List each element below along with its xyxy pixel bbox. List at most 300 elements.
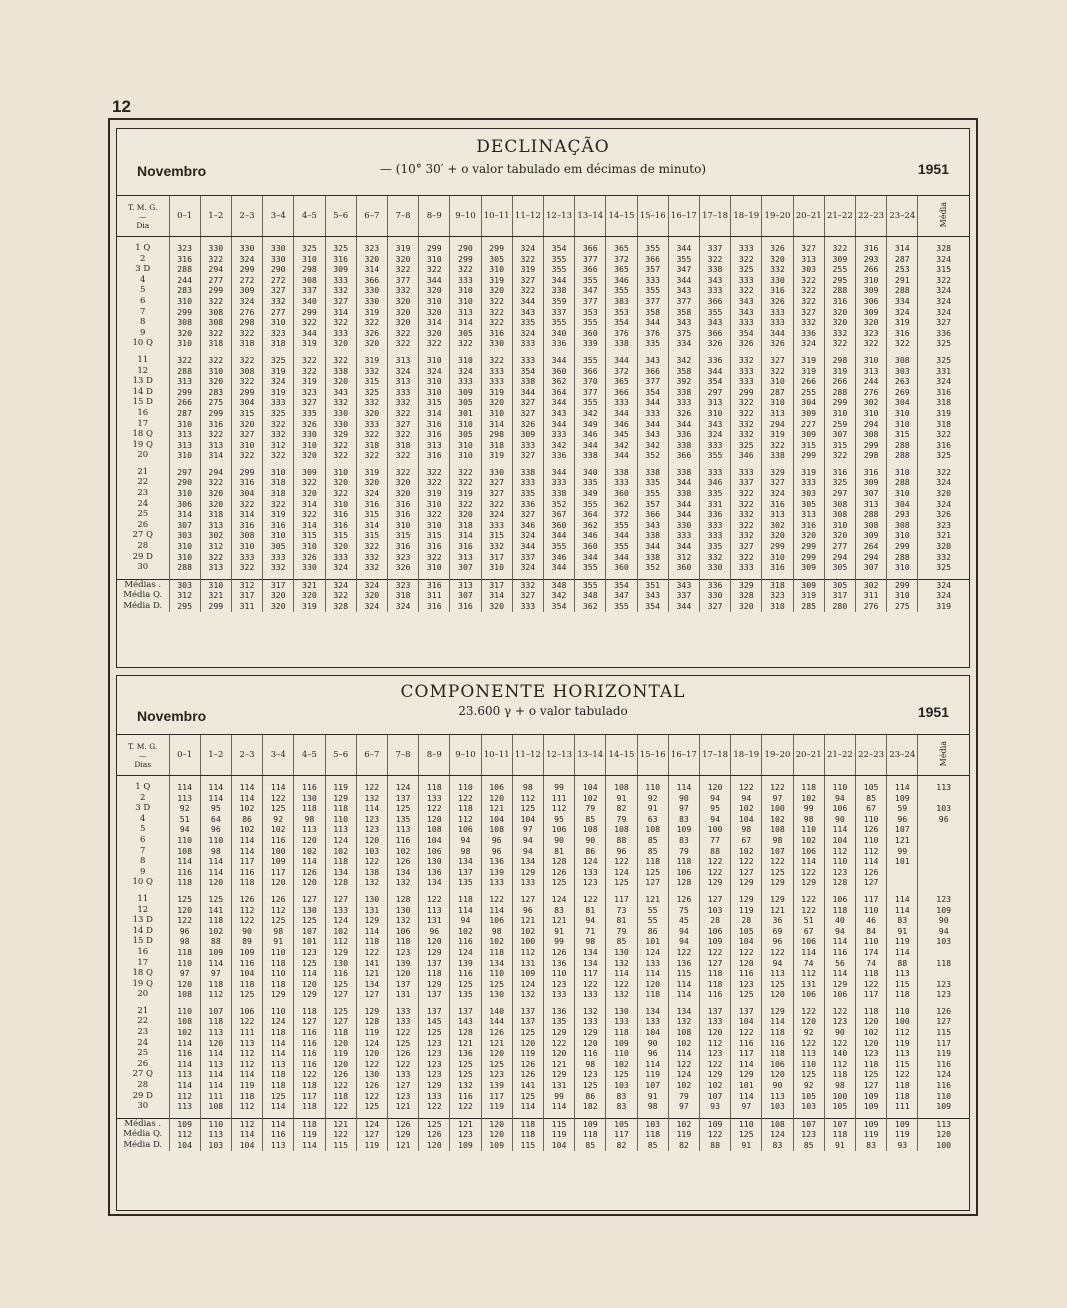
value-cell: 96 [200, 824, 231, 835]
value-cell: 310 [481, 562, 512, 573]
hour-header: 8–9 [419, 735, 450, 776]
value-cell: 118 [887, 1091, 918, 1102]
declinacao-table [117, 195, 969, 612]
value-cell: 137 [419, 958, 450, 969]
value-cell: 310 [887, 590, 918, 601]
value-cell: 316 [231, 520, 262, 531]
value-cell: 134 [419, 877, 450, 888]
value-cell: 311 [419, 590, 450, 601]
value-cell: 309 [855, 307, 886, 318]
value-cell: 120 [543, 1048, 574, 1059]
value-cell: 326 [762, 338, 793, 349]
value-cell: 344 [543, 467, 574, 478]
value-cell: 122 [762, 947, 793, 958]
value-cell: 137 [450, 867, 481, 878]
value-cell: 107 [699, 1091, 730, 1102]
table-row [117, 541, 969, 552]
value-cell: 322 [824, 243, 855, 254]
value-cell: 85 [575, 814, 606, 825]
value-cell: 121 [387, 1101, 418, 1112]
value-cell: 118 [606, 1027, 637, 1038]
value-cell: 104 [637, 1027, 668, 1038]
value-cell: 303 [887, 366, 918, 377]
value-cell: 122 [793, 894, 824, 905]
value-cell: 346 [606, 275, 637, 286]
value-cell: 335 [512, 488, 543, 499]
value-cell: 125 [731, 1129, 762, 1140]
value-cell: 354 [606, 317, 637, 328]
value-cell: 310 [887, 419, 918, 430]
value-cell: 113 [200, 1059, 231, 1070]
value-cell: 122 [356, 782, 387, 793]
value-cell: 114 [731, 1091, 762, 1102]
value-cell: 366 [699, 328, 730, 339]
value-cell: 346 [575, 530, 606, 541]
value-cell: 316 [387, 509, 418, 520]
value-cell: 328 [918, 243, 969, 254]
value-cell: 127 [637, 877, 668, 888]
value-cell: 67 [793, 926, 824, 937]
value-cell: 119 [543, 1129, 574, 1140]
value-cell: 324 [263, 376, 294, 387]
value-cell: 330 [263, 254, 294, 265]
value-cell: 307 [824, 429, 855, 440]
value-cell: 112 [824, 846, 855, 857]
value-cell: 299 [200, 408, 231, 419]
value-cell: 310 [855, 275, 886, 286]
value-cell: 376 [637, 328, 668, 339]
value-cell: 288 [887, 477, 918, 488]
value-cell: 322 [356, 450, 387, 461]
value-cell: 112 [824, 1059, 855, 1070]
value-cell: 104 [231, 1140, 262, 1151]
value-cell: 383 [606, 296, 637, 307]
value-cell: 120 [419, 814, 450, 825]
value-cell: 315 [793, 440, 824, 451]
value-cell: 104 [575, 782, 606, 793]
value-cell: 118 [481, 947, 512, 958]
value-cell: 322 [481, 307, 512, 318]
day-cell: 8 [140, 856, 146, 867]
value-cell: 358 [668, 307, 699, 318]
value-cell: 64 [200, 814, 231, 825]
value-cell: 276 [231, 307, 262, 318]
value-cell: 120 [356, 1048, 387, 1059]
value-cell: 322 [762, 440, 793, 451]
value-cell: 333 [512, 440, 543, 451]
value-cell: 88 [606, 835, 637, 846]
value-cell: 101 [887, 856, 918, 867]
value-cell: 134 [356, 979, 387, 990]
value-cell: 123 [918, 894, 969, 905]
value-cell: 322 [387, 264, 418, 275]
value-cell: 360 [606, 562, 637, 573]
table-row [117, 926, 969, 937]
value-cell: 314 [481, 419, 512, 430]
value-cell: 122 [387, 1059, 418, 1070]
value-cell: 105 [793, 1091, 824, 1102]
value-cell: 120 [762, 1069, 793, 1080]
value-cell: 98 [762, 835, 793, 846]
value-cell: 355 [575, 275, 606, 286]
hour-header: 1–2 [200, 735, 231, 776]
value-cell: 355 [606, 285, 637, 296]
value-cell: 336 [699, 355, 730, 366]
value-cell: 86 [637, 926, 668, 937]
value-cell: 316 [387, 541, 418, 552]
value-cell: 294 [762, 419, 793, 430]
value-cell: 352 [637, 562, 668, 573]
value-cell: 340 [543, 328, 574, 339]
value-cell: 333 [325, 552, 356, 563]
value-cell: 305 [824, 579, 855, 590]
value-cell: 320 [419, 307, 450, 318]
value-cell: 129 [699, 877, 730, 888]
value-cell: 305 [450, 397, 481, 408]
value-cell: 130 [294, 905, 325, 916]
value-cell: 108 [200, 1101, 231, 1112]
value-cell: 93 [887, 1140, 918, 1151]
value-cell: 255 [793, 387, 824, 398]
value-cell: 96 [481, 835, 512, 846]
value-cell: 118 [231, 1091, 262, 1102]
value-cell: 319 [481, 450, 512, 461]
value-cell: 320 [419, 285, 450, 296]
value-cell: 316 [325, 520, 356, 531]
value-cell: 136 [450, 1048, 481, 1059]
value-cell: 112 [169, 1129, 200, 1140]
value-cell: 322 [918, 275, 969, 286]
value-cell: 122 [325, 1129, 356, 1140]
value-cell: 294 [855, 419, 886, 430]
value-cell: 106 [824, 803, 855, 814]
value-cell: 126 [855, 867, 886, 878]
day-cell: 2 [140, 253, 146, 264]
value-cell: 322 [200, 355, 231, 366]
value-cell: 322 [512, 285, 543, 296]
value-cell: 118 [824, 1069, 855, 1080]
value-cell: 338 [668, 440, 699, 451]
hour-header: 11–12 [512, 735, 543, 776]
value-cell: 116 [263, 1129, 294, 1140]
value-cell: 118 [450, 803, 481, 814]
value-cell: 333 [512, 477, 543, 488]
value-cell: 338 [668, 488, 699, 499]
value-cell: 337 [512, 552, 543, 563]
value-cell: 290 [169, 477, 200, 488]
value-cell: 113 [918, 782, 969, 793]
value-cell: 337 [699, 243, 730, 254]
value-cell: 121 [512, 915, 543, 926]
value-cell: 121 [481, 1038, 512, 1049]
value-cell: 120 [356, 835, 387, 846]
value-cell: 353 [606, 307, 637, 318]
day-cell: 22 [137, 477, 149, 488]
day-cell: 30 [137, 562, 149, 573]
value-cell: 120 [294, 979, 325, 990]
value-cell: 98 [575, 1059, 606, 1070]
value-cell: 309 [231, 285, 262, 296]
value-cell: 69 [762, 926, 793, 937]
value-cell: 124 [263, 1016, 294, 1027]
value-cell: 129 [762, 894, 793, 905]
value-cell: 106 [699, 926, 730, 937]
value-cell: 303 [169, 530, 200, 541]
value-cell: 110 [169, 1006, 200, 1017]
value-cell: 308 [887, 520, 918, 531]
hour-header: 10–11 [481, 196, 512, 237]
value-cell: 118 [793, 782, 824, 793]
value-cell: 141 [200, 905, 231, 916]
value-cell: 93 [699, 1101, 730, 1112]
value-cell: 129 [419, 1080, 450, 1091]
value-cell: 310 [450, 355, 481, 366]
value-cell: 90 [824, 1027, 855, 1038]
value-cell: 118 [294, 1006, 325, 1017]
value-cell: 133 [512, 877, 543, 888]
value-cell: 114 [668, 1048, 699, 1059]
table-row [117, 338, 969, 349]
value-cell: 303 [793, 264, 824, 275]
value-cell: 107 [294, 926, 325, 937]
day-cell: 11 [137, 893, 149, 904]
day-cell: 3 D [135, 803, 151, 814]
value-cell: 108 [419, 824, 450, 835]
value-cell: 120 [512, 1038, 543, 1049]
value-cell: 314 [419, 408, 450, 419]
value-cell: 98 [294, 814, 325, 825]
value-cell: 115 [512, 1140, 543, 1151]
value-cell: 118 [356, 936, 387, 947]
value-cell: 330 [356, 296, 387, 307]
value-cell: 126 [668, 894, 699, 905]
value-cell: 117 [294, 1091, 325, 1102]
value-cell: 114 [263, 782, 294, 793]
hour-header: 14–15 [606, 735, 637, 776]
day-cell: 21 [137, 1005, 149, 1016]
value-cell: 304 [231, 488, 262, 499]
value-cell: 291 [887, 275, 918, 286]
value-cell: 319 [263, 387, 294, 398]
value-cell: 360 [543, 366, 574, 377]
media-header-label: Média [939, 740, 949, 767]
value-cell: 124 [325, 835, 356, 846]
value-cell: 330 [699, 562, 730, 573]
value-cell: 124 [325, 915, 356, 926]
value-cell: 316 [419, 450, 450, 461]
value-cell: 121 [450, 1118, 481, 1129]
value-cell: 320 [824, 307, 855, 318]
value-cell: 132 [387, 877, 418, 888]
value-cell: 314 [294, 520, 325, 531]
value-cell: 304 [231, 397, 262, 408]
value-cell: 121 [637, 894, 668, 905]
value-cell: 130 [356, 1069, 387, 1080]
declinacao-section [116, 128, 970, 668]
value-cell: 94 [918, 926, 969, 937]
value-cell: 324 [387, 601, 418, 612]
value-cell: 288 [169, 264, 200, 275]
table-row [117, 1091, 969, 1102]
hour-header: 9–10 [450, 196, 481, 237]
value-cell: 122 [356, 1091, 387, 1102]
value-cell: 113 [169, 1101, 200, 1112]
mean-row [117, 1129, 969, 1140]
value-cell: 325 [294, 243, 325, 254]
value-cell: 114 [200, 867, 231, 878]
value-cell: 124 [575, 856, 606, 867]
value-cell: 314 [356, 264, 387, 275]
value-cell: 114 [294, 968, 325, 979]
value-cell: 320 [387, 488, 418, 499]
table-row [117, 1027, 969, 1038]
value-cell: 319 [918, 408, 969, 419]
value-cell: 310 [887, 562, 918, 573]
value-cell: 120 [481, 1129, 512, 1140]
value-cell: 320 [169, 328, 200, 339]
value-cell: 310 [294, 541, 325, 552]
value-cell [918, 846, 969, 857]
day-cell: 15 D [132, 936, 153, 947]
value-cell: 310 [200, 366, 231, 377]
value-cell: 326 [668, 408, 699, 419]
value-cell: 299 [731, 387, 762, 398]
day-cell: 5 [140, 285, 146, 296]
table-row [117, 328, 969, 339]
table-row [117, 499, 969, 510]
value-cell: 319 [512, 264, 543, 275]
value-cell: 121 [543, 915, 574, 926]
value-cell: 310 [419, 376, 450, 387]
value-cell: 127 [731, 867, 762, 878]
hour-header: 9–10 [450, 735, 481, 776]
value-cell: 336 [668, 429, 699, 440]
value-cell: 322 [294, 355, 325, 366]
value-cell: 344 [762, 328, 793, 339]
value-cell: 321 [918, 530, 969, 541]
value-cell: 106 [793, 846, 824, 857]
value-cell: 129 [731, 1069, 762, 1080]
value-cell: 316 [450, 541, 481, 552]
value-cell: 137 [699, 1006, 730, 1017]
value-cell: 118 [200, 1016, 231, 1027]
value-cell: 304 [887, 499, 918, 510]
value-cell: 322 [294, 477, 325, 488]
hour-header: 3–4 [263, 196, 294, 237]
value-cell: 84 [855, 926, 886, 937]
value-cell: 313 [793, 254, 824, 265]
day-cell: 28 [137, 1080, 149, 1091]
value-cell: 324 [793, 338, 824, 349]
value-cell: 312 [169, 590, 200, 601]
value-cell: 112 [887, 1027, 918, 1038]
value-cell: 316 [263, 520, 294, 531]
value-cell: 86 [575, 1091, 606, 1102]
value-cell: 132 [387, 915, 418, 926]
value-cell: 125 [200, 894, 231, 905]
value-cell: 117 [606, 894, 637, 905]
value-cell: 109 [887, 793, 918, 804]
value-cell: 355 [575, 499, 606, 510]
value-cell: 322 [731, 408, 762, 419]
value-cell: 125 [294, 958, 325, 969]
table-row [117, 894, 969, 905]
value-cell: 109 [481, 1140, 512, 1151]
value-cell: 320 [231, 419, 262, 430]
value-cell: 322 [231, 450, 262, 461]
value-cell: 118 [294, 1101, 325, 1112]
value-cell: 335 [294, 408, 325, 419]
value-cell: 126 [387, 1118, 418, 1129]
value-cell: 335 [699, 488, 730, 499]
value-cell: 312 [668, 552, 699, 563]
value-cell: 362 [575, 601, 606, 612]
value-cell: 119 [731, 905, 762, 916]
value-cell: 126 [231, 894, 262, 905]
value-cell: 299 [793, 541, 824, 552]
value-cell: 94 [512, 835, 543, 846]
value-cell: 121 [543, 1059, 574, 1070]
value-cell: 108 [606, 782, 637, 793]
value-cell: 358 [668, 366, 699, 377]
value-cell: 113 [887, 968, 918, 979]
value-cell: 136 [543, 958, 574, 969]
value-cell: 310 [824, 520, 855, 531]
value-cell: 102 [200, 926, 231, 937]
value-cell: 128 [824, 877, 855, 888]
value-cell: 122 [575, 979, 606, 990]
value-cell: 98 [512, 782, 543, 793]
value-cell: 118 [200, 979, 231, 990]
hour-header: 23–24 [887, 196, 918, 237]
value-cell: 83 [606, 1101, 637, 1112]
value-cell: 310 [294, 440, 325, 451]
value-cell: 343 [699, 275, 730, 286]
value-cell: 55 [637, 915, 668, 926]
value-cell: 125 [450, 1069, 481, 1080]
value-cell: 322 [294, 317, 325, 328]
value-cell: 344 [606, 355, 637, 366]
value-cell: 355 [606, 541, 637, 552]
value-cell: 121 [450, 1038, 481, 1049]
value-cell: 372 [606, 366, 637, 377]
value-cell: 137 [419, 1006, 450, 1017]
value-cell: 277 [200, 275, 231, 286]
value-cell: 121 [325, 1118, 356, 1129]
value-cell: 83 [855, 1140, 886, 1151]
value-cell: 344 [512, 296, 543, 307]
value-cell: 120 [419, 936, 450, 947]
value-cell: 97 [169, 968, 200, 979]
value-cell: 118 [637, 989, 668, 1000]
corner-header [117, 735, 169, 776]
value-cell: 280 [824, 601, 855, 612]
value-cell: 106 [824, 989, 855, 1000]
value-cell: 315 [419, 530, 450, 541]
value-cell: 326 [762, 243, 793, 254]
value-cell: 109 [887, 1118, 918, 1129]
value-cell: 114 [824, 936, 855, 947]
value-cell: 110 [793, 824, 824, 835]
value-cell: 310 [169, 419, 200, 430]
value-cell: 118 [419, 968, 450, 979]
value-cell: 114 [200, 856, 231, 867]
value-cell: 114 [263, 1048, 294, 1059]
value-cell: 318 [231, 338, 262, 349]
value-cell: 316 [824, 467, 855, 478]
media-header [918, 735, 969, 776]
value-cell: 322 [793, 296, 824, 307]
